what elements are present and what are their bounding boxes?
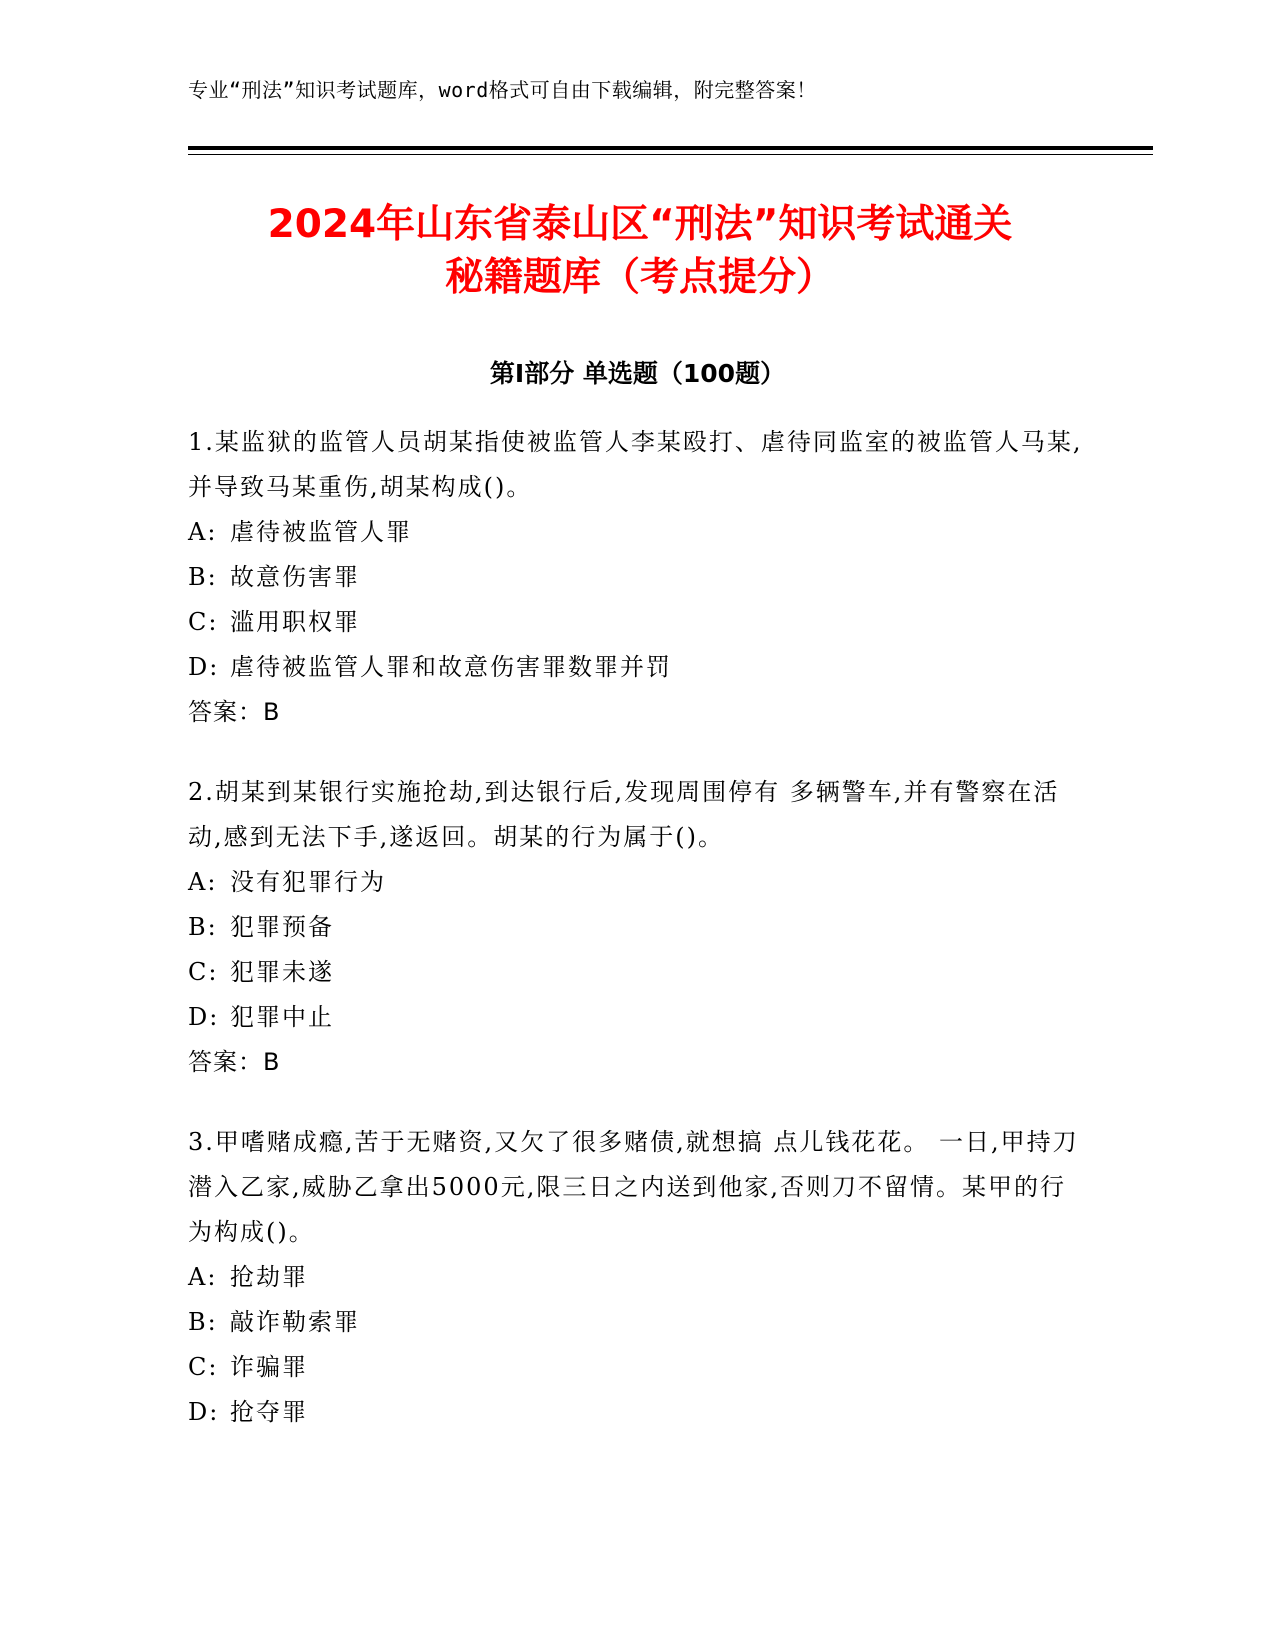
option-d — [188, 645, 1088, 690]
option-d — [188, 1390, 1088, 1435]
header-note: 专业“刑法”知识考试题库，word格式可自由下载编辑，附完整答案！ — [188, 78, 817, 102]
option-text: 虐待被监管人罪 — [230, 518, 412, 546]
option-b — [188, 555, 1088, 600]
option-text: 滥用职权罪 — [230, 608, 360, 636]
option-key: D: — [188, 1003, 220, 1031]
title-line-1: 2024年山东省泰山区“刑法”知识考试通关 — [267, 202, 1013, 247]
option-key: C: — [188, 958, 219, 986]
option-text: 犯罪中止 — [230, 1003, 334, 1031]
option-a — [188, 510, 1088, 555]
header-rule-thick — [188, 146, 1153, 150]
option-key: B: — [188, 1308, 218, 1336]
option-key: D: — [188, 653, 220, 681]
option-c — [188, 600, 1088, 645]
option-text: 没有犯罪行为 — [230, 868, 386, 896]
option-key: A: — [188, 1263, 218, 1291]
document-title — [140, 198, 1140, 304]
answer: 答案：B — [188, 698, 281, 726]
question-stem: 1.某监狱的监管人员胡某指使被监管人李某殴打、虐待同监室的被监管人马某,并导致马某重伤,胡某构成()。 — [188, 428, 1083, 501]
question-3 — [188, 1120, 1088, 1435]
option-text: 抢劫罪 — [230, 1263, 308, 1291]
option-b — [188, 1300, 1088, 1345]
option-text: 诈骗罪 — [230, 1353, 308, 1381]
option-text: 抢夺罪 — [230, 1398, 308, 1426]
option-key: A: — [188, 518, 218, 546]
option-b — [188, 905, 1088, 950]
option-text: 虐待被监管人罪和故意伤害罪数罪并罚 — [230, 653, 672, 681]
question-2 — [188, 770, 1088, 1085]
question-1 — [188, 420, 1088, 735]
option-text: 犯罪预备 — [230, 913, 334, 941]
option-key: C: — [188, 1353, 219, 1381]
option-key: C: — [188, 608, 219, 636]
answer: 答案：B — [188, 1048, 281, 1076]
question-stem: 2.胡某到某银行实施抢劫,到达银行后,发现周围停有 多辆警车,并有警察在活动,感到无法下手,遂返回。胡某的行为属于()。 — [188, 778, 1060, 851]
option-text: 犯罪未遂 — [230, 958, 334, 986]
section-title: 第Ⅰ部分 单选题（100题） — [489, 359, 786, 388]
question-stem: 3.甲嗜赌成瘾,苦于无赌资,又欠了很多赌债,就想搞 点儿钱花花。 一日,甲持刀潜入乙家,威胁乙拿出5000元,限三日之内送到他家,否则刀不留情。某甲的行为构成()。 — [188, 1128, 1079, 1246]
option-text: 敲诈勒索罪 — [230, 1308, 360, 1336]
header-rule-thin — [188, 154, 1153, 155]
title-line-2: 秘籍题库（考点提分） — [444, 255, 835, 300]
option-key: A: — [188, 868, 218, 896]
option-key: D: — [188, 1398, 220, 1426]
option-key: B: — [188, 563, 218, 591]
option-key: B: — [188, 913, 218, 941]
option-c — [188, 950, 1088, 995]
option-a — [188, 860, 1088, 905]
option-d — [188, 995, 1088, 1040]
option-a — [188, 1255, 1088, 1300]
option-text: 故意伤害罪 — [230, 563, 360, 591]
option-c — [188, 1345, 1088, 1390]
